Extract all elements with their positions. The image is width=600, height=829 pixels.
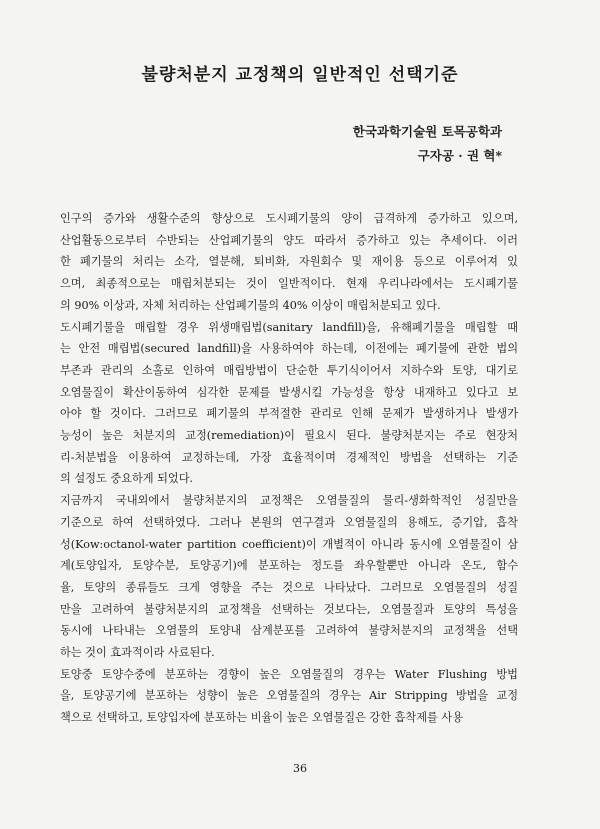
text-line: 는 안전 매립법(secured landfill)을 사용하여야 하는데, 이전에는 폐기물에 관한 법의 bbox=[60, 342, 518, 356]
text-line: 인구의 증가와 생활수준의 향상으로 도시폐기물의 양이 급격하게 증가하고 있으며, bbox=[60, 212, 518, 225]
text-line: 오염물질이 확산이동하여 심각한 문제를 발생시킬 가능성을 항상 내재하고 있다고 보 bbox=[60, 385, 518, 399]
text-line: 지금까지 국내외에서 불량처분지의 교정책은 오염물질의 물리-생화학적인 성질만을 bbox=[60, 494, 518, 508]
text-line: 성(Kow:octanol-water partition coefficient)이 개별적이 아니라 동시에 오염물질이 삼 bbox=[60, 537, 518, 551]
text-line: 계(토양입자, 토양수분, 토양공기)에 분포하는 정도를 좌우할뿐만 아니라 온도, 함수 bbox=[60, 559, 518, 573]
text-line: 능성이 높은 처분지의 교정(remediation)이 필요시 된다. 불량처분지는 주로 현장처 bbox=[60, 429, 518, 443]
text-line: 의 90% 이상과, 자체 처리하는 산업폐기물의 40% 이상이 매립처분되고 있다. bbox=[60, 298, 441, 312]
text-line: 만을 고려하여 불량처분지의 교정책을 선택하는 것보다는, 오염물질과 토양의 특성을 bbox=[60, 602, 518, 616]
paragraph bbox=[60, 208, 518, 317]
text-line: 도시폐기물을 매립할 경우 위생매립법(sanitary landfill)을, 유해폐기물을 매립할 때 bbox=[60, 320, 518, 334]
paragraph bbox=[60, 317, 518, 491]
text-line: 책으로 선택하고, 토양입자에 분포하는 비율이 높은 오염물질은 강한 흡착제를 사용 bbox=[60, 711, 464, 725]
text-line: 동시에 나타내는 오염물의 토양내 삼계분포를 고려하여 불량처분지의 교정책을 선택 bbox=[60, 624, 518, 638]
text-line: 토양중 토양수중에 분포하는 경향이 높은 오염물질의 경우는 Water Flushing 방법 bbox=[60, 667, 518, 681]
text-line: 한 폐기물의 처리는 소각, 열분해, 퇴비화, 자원회수 및 재이용 등으로 이루어져 있 bbox=[60, 255, 518, 269]
page-title: 불량처분지 교정책의 일반적인 선택기준 bbox=[141, 65, 459, 85]
text-line: 산업활동으로부터 수반되는 산업폐기물의 양도 따라서 증가하고 있는 추세이다. 이러 bbox=[60, 233, 518, 247]
text-line: 아야 할 것이다. 그러므로 폐기물의 부적절한 관리로 인해 문제가 발생하거나 발생가 bbox=[60, 407, 518, 421]
text-line: 율, 토양의 종류들도 크게 영향을 주는 것으로 나타났다. 그러므로 오염물질의 성질 bbox=[60, 580, 518, 594]
text-line: 기준으로 하여 선택하였다. 그러나 본원의 연구결과 오염물질의 용해도, 증기압, 흡착 bbox=[60, 515, 518, 529]
affiliation: 한국과학기술원 토목공학과 bbox=[352, 124, 502, 139]
paragraph bbox=[60, 664, 518, 729]
paragraph bbox=[60, 490, 518, 664]
text-line: 하는 것이 효과적이라 사료된다. bbox=[60, 646, 215, 660]
author-names: 구자공 · 권 혁* bbox=[417, 148, 502, 163]
text-line: 으며, 최종적으로는 매립처분되는 것이 일반적이다. 현재 우리나라에서는 도시폐기물 bbox=[60, 277, 518, 291]
text-line: 리-처분법을 이용하여 교정하는데, 가장 효율적이며 경제적인 방법을 선택하는 기준 bbox=[60, 450, 518, 464]
text-line: 의 설정도 중요하게 되었다. bbox=[60, 472, 194, 486]
text-line: 을, 토양공기에 분포하는 성향이 높은 오염물질의 경우는 Air Stripping 방법을 교정 bbox=[60, 689, 518, 703]
page-number: 36 bbox=[293, 762, 307, 775]
text-line: 부존과 관리의 소홀로 인하여 매립방법이 단순한 투기식이어서 지하수와 토양, 대기로 bbox=[60, 363, 518, 377]
body-text bbox=[60, 208, 518, 729]
